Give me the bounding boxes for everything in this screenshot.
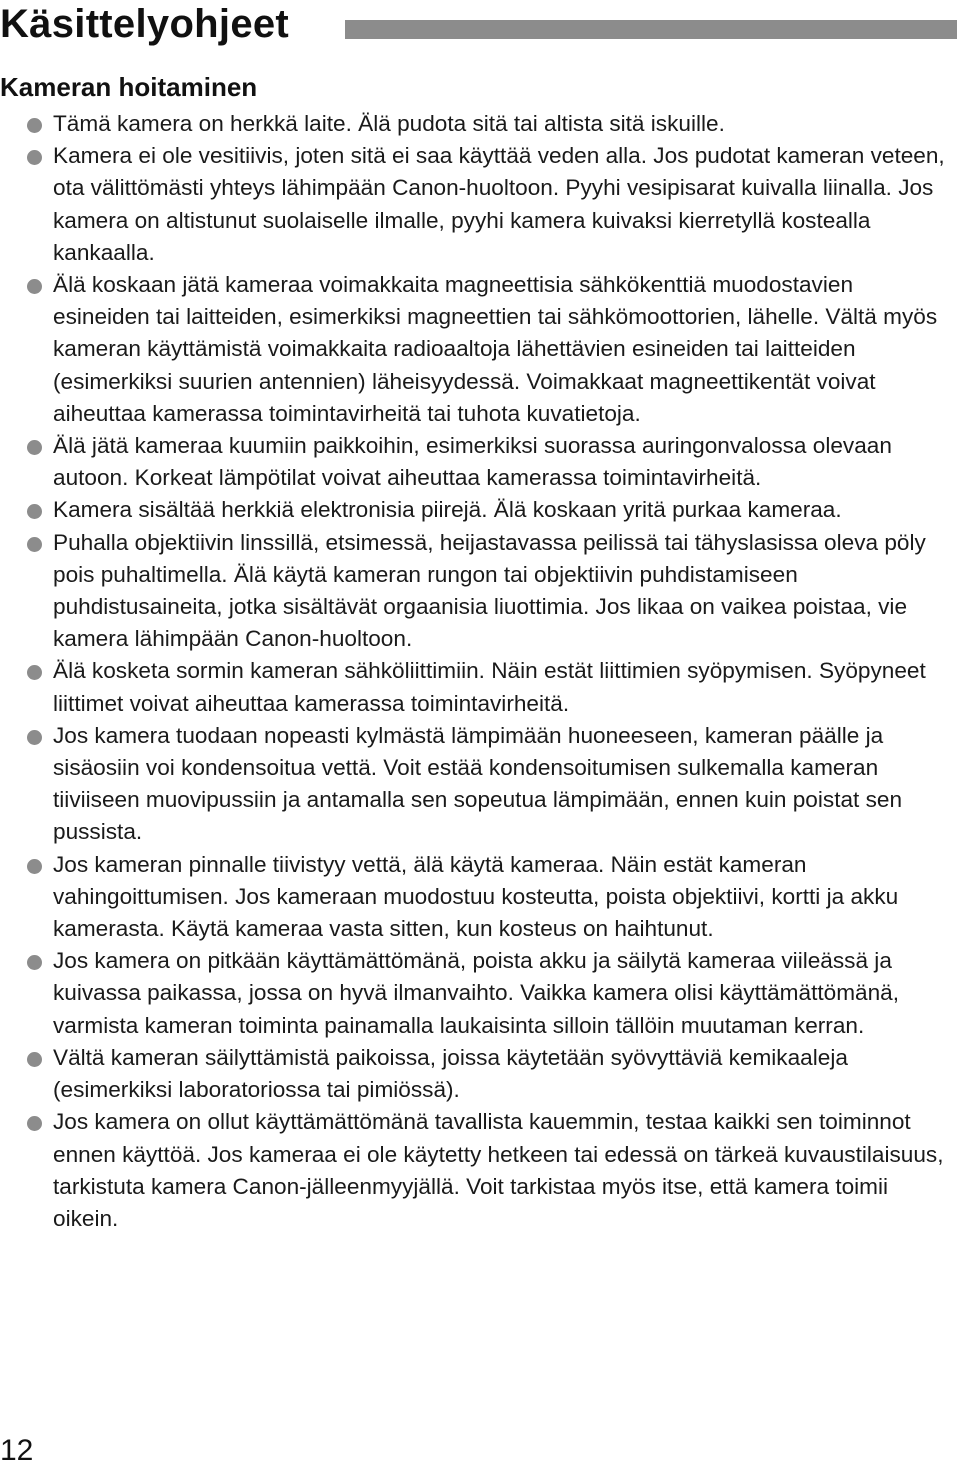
bullet-dot-icon bbox=[27, 1116, 42, 1131]
list-item-text: Jos kameran pinnalle tiivistyy vettä, älä käytä kameraa. Näin estät kameran vahingoittumisen. Jos kameraan muodostuu kosteutta, poista objektiivi, kortti ja akku kamerasta. Käytä kameraa vasta sitten, kun kosteus on haihtunut. bbox=[53, 851, 899, 942]
list-item-text: Vältä kameran säilyttämistä paikoissa, joissa käytetään syövyttäviä kemikaaleja (esimerkiksi laboratoriossa tai pimiössä). bbox=[53, 1044, 848, 1103]
header-rule bbox=[345, 20, 957, 39]
bullet-dot-icon bbox=[27, 859, 42, 874]
list-item bbox=[0, 527, 950, 656]
bullet-dot-icon bbox=[27, 118, 42, 133]
bullet-dot-icon bbox=[27, 730, 42, 745]
list-item bbox=[0, 945, 950, 1042]
bullet-dot-icon bbox=[27, 150, 42, 165]
bullet-dot-icon bbox=[27, 955, 42, 970]
list-item-text: Tämä kamera on herkkä laite. Älä pudota sitä tai altista sitä iskuille. bbox=[53, 111, 725, 136]
list-item bbox=[0, 849, 950, 946]
page-number: 12 bbox=[0, 1434, 34, 1467]
list-item-text: Älä jätä kameraa kuumiin paikkoihin, esimerkiksi suorassa auringonvalossa olevaan autoon. Korkeat lämpötilat voivat aiheuttaa kamerassa toimintavirheitä. bbox=[53, 433, 892, 491]
list-item-text: Älä koskaan jätä kameraa voimakkaita magneettisia sähkökenttiä muodostavien esineiden tai laitteiden, esimerkiksi magneettien tai sähkömoottorien, lähelle. Vältä myös kameran käyttämistä voimakkaita radioaaltoja lähettävien esineiden tai laitteiden (esimerkiksi suurien antennien) läheisyydessä. Voimakkaat magneettikentät voivat aiheuttaa kamerassa toimintavirheitä tai tuhota kuvatietoja. bbox=[53, 272, 938, 426]
bullet-dot-icon bbox=[27, 504, 42, 519]
list-item bbox=[0, 108, 950, 140]
bullet-dot-icon bbox=[27, 1052, 42, 1067]
bullet-dot-icon bbox=[27, 537, 42, 552]
bullet-dot-icon bbox=[27, 279, 42, 294]
list-item bbox=[0, 1042, 950, 1106]
bullet-dot-icon bbox=[27, 440, 42, 455]
care-instructions-list bbox=[0, 108, 950, 1235]
list-item bbox=[0, 1106, 950, 1235]
list-item bbox=[0, 655, 950, 719]
list-item-text: Älä kosketa sormin kameran sähköliittimiin. Näin estät liittimien syöpymisen. Syöpyneet liittimet voivat aiheuttaa kamerassa toimintavirheitä. bbox=[53, 658, 926, 716]
list-item-text: Kamera sisältää herkkiä elektronisia piirejä. Älä koskaan yritä purkaa kameraa. bbox=[53, 497, 842, 523]
list-item bbox=[0, 494, 950, 526]
list-item bbox=[0, 140, 950, 269]
list-item bbox=[0, 720, 950, 849]
list-item-text: Jos kamera on ollut käyttämättömänä tavallista kauemmin, testaa kaikki sen toiminnot ennen käyttöä. Jos kameraa ei ole käytetty hetkeen tai edessä on tärkeä kuvaustilaisuus, tarkistuta kamera Canon-jälleenmyyjällä. Voit tarkistaa myös itse, että kamera toimii oikein. bbox=[53, 1109, 944, 1231]
list-item-text: Jos kamera on pitkään käyttämättömänä, poista akku ja säilytä kameraa viileässä ja kuivassa paikassa, jossa on hyvä ilmanvaihto. Vaikka kamera olisi käyttämättömänä, varmista kameran toiminta painamalla laukaisinta silloin tällöin muutaman kerran. bbox=[53, 948, 899, 1038]
page-header bbox=[0, 0, 960, 50]
list-item-text: Kamera ei ole vesitiivis, joten sitä ei saa käyttää veden alla. Jos pudotat kameran veteen, ota välittömästi yhteys lähimpään Canon-huoltoon. Pyyhi vesipisarat kuivalla liinalla. Jos kamera on altistunut suolaiselle ilmalle, pyyhi kamera kuivaksi kierretyllä kostealla kankaalla. bbox=[53, 143, 945, 265]
list-item-text: Puhalla objektiivin linssillä, etsimessä, heijastavassa peilissä tai tähyslasissa oleva pöly pois puhaltimella. Älä käytä kameran rungon tai objektiivin puhdistamiseen puhdistusaineita, jotka sisältävät orgaanisia liuottimia. Jos likaa on vaikea poistaa, vie kamera lähimpään Canon-huoltoon. bbox=[53, 529, 926, 652]
list-item bbox=[0, 430, 950, 494]
section-heading: Kameran hoitaminen bbox=[0, 72, 258, 102]
list-item-text: Jos kamera tuodaan nopeasti kylmästä lämpimään huoneeseen, kameran päälle ja sisäosiin voi kondensoitua vettä. Voit estää kondensoitumisen sulkemalla kameran tiiviiseen muovipussiin ja antamalla sen sopeutua lämpimään, ennen kuin poistat sen pussista. bbox=[53, 722, 903, 845]
page-title: Käsittelyohjeet bbox=[0, 2, 290, 46]
bullet-dot-icon bbox=[27, 665, 42, 680]
list-item bbox=[0, 269, 950, 430]
